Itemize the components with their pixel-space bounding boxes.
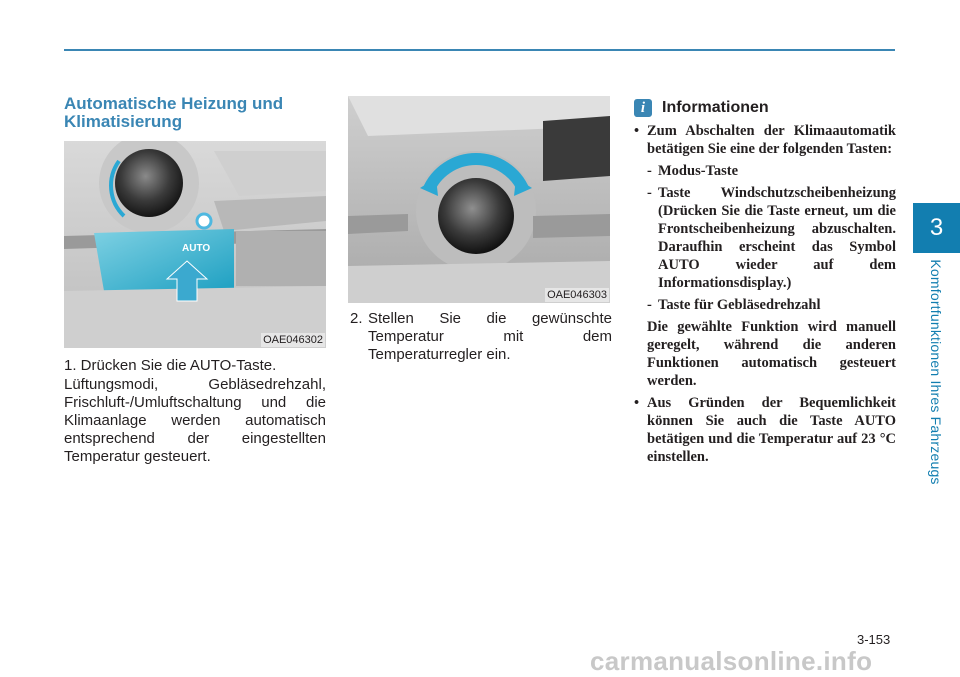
info-title: Informationen (662, 99, 769, 116)
info-icon: i (634, 99, 652, 117)
info-sub-3-note: Die gewählte Funktion wird manuell geregelt, während die anderen Funktionen automatisch gesteuert werden. (647, 319, 896, 389)
info-sub-2-text: Taste Windschutzscheibenheizung (Drücken Sie die Taste erneut, um die Frontscheibenheizung abzuschalten. Daraufhin erscheint das Symbol AUTO wieder auf dem Informationsdisplay.) (658, 185, 896, 291)
step-1-description: Lüftungsmodi, Gebläsedrehzahl, Frischluft-/Umluftschaltung und die Klimaanlage werden automatisch entsprechend der eingestellten Temperatur gesteuert. (64, 376, 326, 465)
info-sub-2 (634, 184, 896, 292)
info-sub-1 (634, 162, 896, 180)
chapter-title: Komfortfunktionen Ihres Fahrzeugs (928, 259, 944, 485)
info-bullet-2 (634, 394, 896, 466)
info-sub-3 (634, 296, 896, 314)
bullet-dot: • (634, 395, 640, 411)
dash: - (647, 163, 652, 179)
step-2-number: 2. (350, 310, 363, 327)
chapter-tab: 3 (913, 203, 960, 253)
info-sub-3-text: Taste für Gebläsedrehzahl (658, 297, 821, 313)
top-rule (64, 49, 895, 51)
info-box (634, 122, 896, 470)
step-2 (350, 310, 612, 364)
info-sub-1-text: Modus-Taste (658, 163, 739, 179)
auto-button-figure (64, 141, 326, 348)
figure-code-1: OAE046302 (263, 334, 323, 346)
dash: - (647, 185, 652, 201)
step-1: 1. Drücken Sie die AUTO-Taste. (64, 357, 277, 374)
section-heading: Automatische Heizung und Klimatisierung (64, 94, 284, 131)
bullet-dot: • (634, 123, 640, 139)
info-bullet-1-text: Zum Abschalten der Klimaautomatik betätigen Sie eine der folgenden Tasten: (647, 123, 896, 157)
figure-code-2: OAE046303 (547, 289, 607, 301)
watermark: carmanualsonline.info (590, 646, 873, 676)
dash: - (647, 297, 652, 313)
step-2-text: Stellen Sie die gewünschte Temperatur mit dem Temperaturregler ein. (368, 310, 612, 363)
info-bullet-2-text: Aus Gründen der Bequemlichkeit können Sie auch die Taste AUTO betätigen und die Temperatur auf 23 °C einstellen. (647, 395, 896, 465)
info-bullet-1 (634, 122, 896, 158)
page-number: 3-153 (857, 632, 891, 647)
temperature-knob-figure (348, 96, 610, 303)
info-header (634, 98, 769, 118)
auto-button-label: AUTO (182, 243, 211, 254)
